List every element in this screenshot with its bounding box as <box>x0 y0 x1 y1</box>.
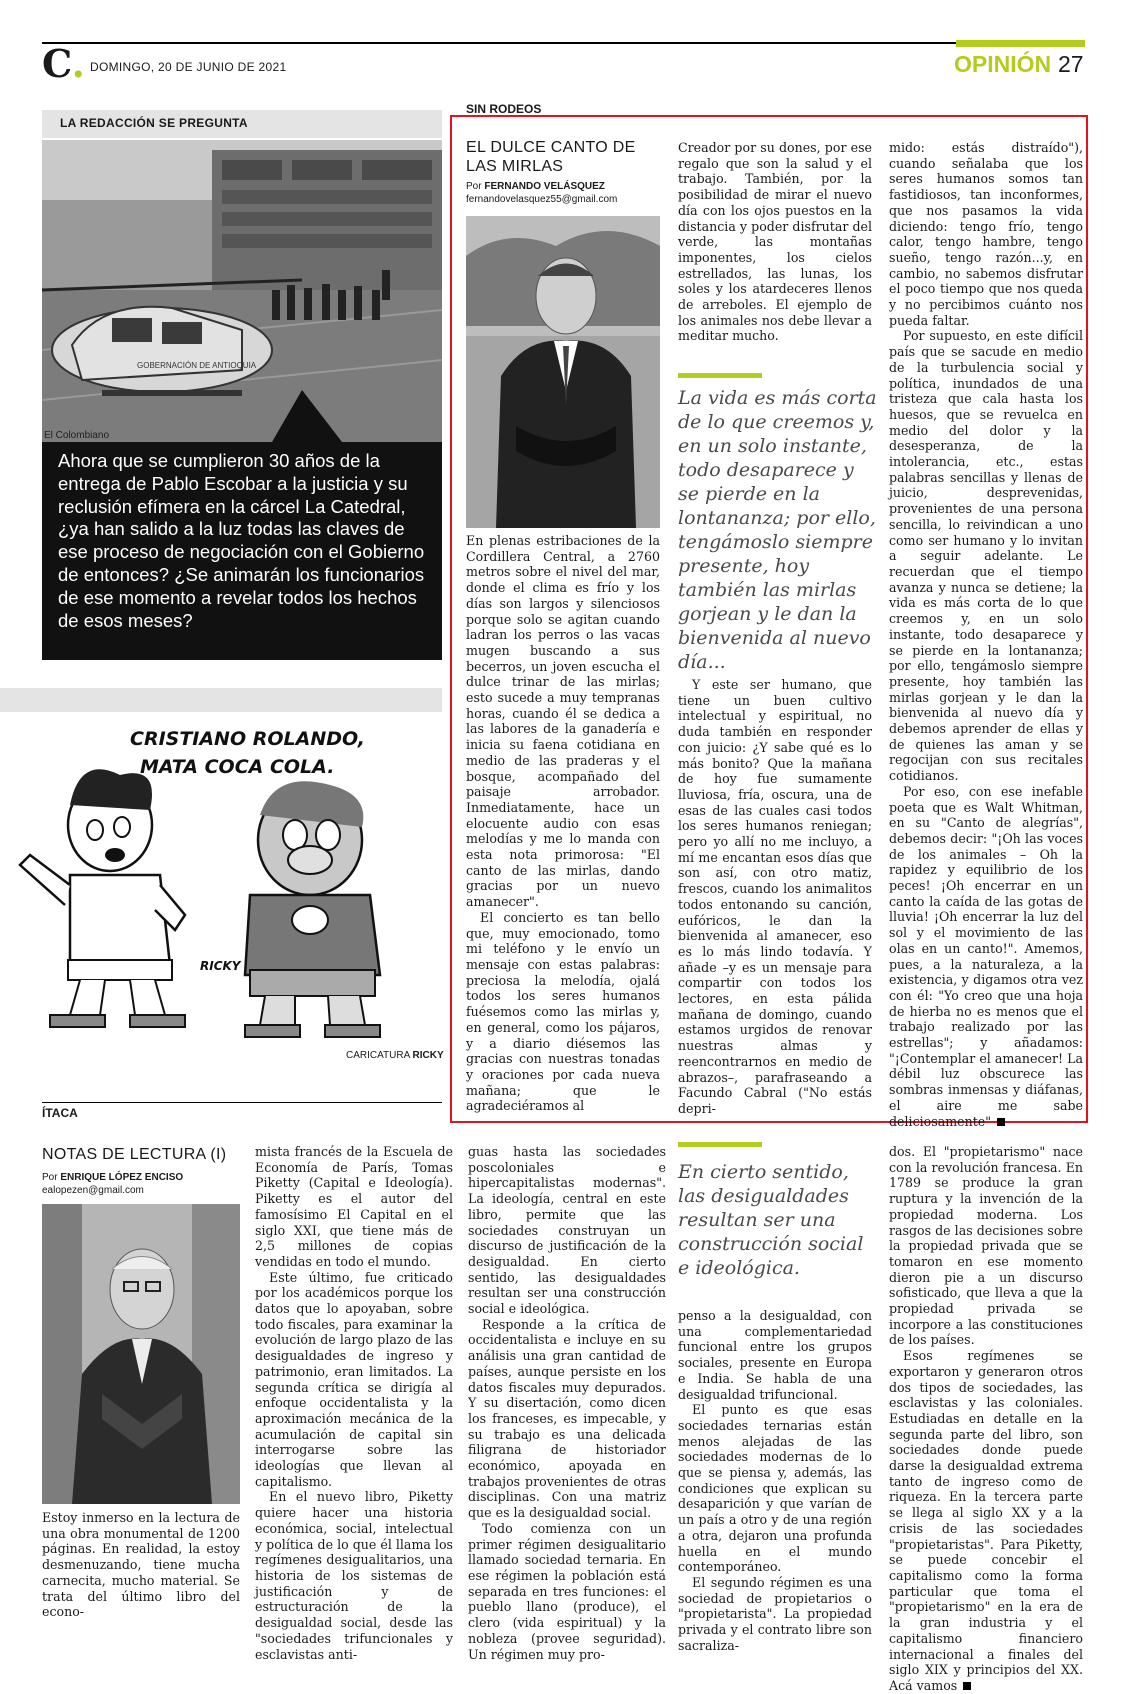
section-accent-bar <box>956 40 1085 47</box>
paragraph: Estoy inmerso en la lectura de una obra monumental de 1200 páginas. En realidad, la estoy desmenuzando, tiene mucha carnecita, mucho material. Se trata del último libro del econo- <box>42 1510 240 1620</box>
pull-quote-rule <box>678 373 762 378</box>
paragraph: Responde a la crítica de occidentalista e incluye en su análisis una gran cantidad de países, aunque persiste en los datos fiscales muy depurados. Y su disertación, como dicen los franceses, es impecable, y su trabajo es una delicada filigrana de historiador económico, apoyada en trabajos provenientes de otras disciplinas. Con una matriz que es la desigualdad social. <box>468 1316 666 1521</box>
paragraph: En plenas estribaciones de la Cordillera Central, a 2760 metros sobre el nivel del mar, donde el clima es frío y los días son largos y silenciosos porque solo se agitan cuando ladran los perros o las vacas mugen buscando a sus becerros, un joven escucha el dulce trinar de las mirlas; esto sucede a muy tempranas horas, cuando él se dedica a las labores de la ganadería e inicia su faena cotidiana en medio de las praderas y el bosque, acompañado del paisaje arrobador. Inmediatamente, hace un elocuente audio con esas melodías y me lo manda con esta nota primorosa: "El canto de las mirlas, dando gracias por un nuevo amanecer". <box>466 533 660 910</box>
paragraph: Esos regímenes se exportaron y generaron otros dos tipos de sociedades, las esclavistas y las coloniales. Estudiadas en detalle en la segunda parte del libro, son sociedades donde puede darse la desigualdad extrema tanto de ingreso como de riqueza. En la tercera parte se llega al siglo XX y a la crisis de las sociedades "propietaristas". Para Piketty, se puede concebir el capitalismo como la forma particular que toma el "propietarismo" en la era de la gran industria y el capitalismo financiero internacional a finales del siglo XIX y principios del XX. Acá vamos <box>889 1348 1083 1693</box>
cartoon-signature: RICKY <box>200 959 241 973</box>
header-date: DOMINGO, 20 DE JUNIO DE 2021 <box>90 60 287 74</box>
paragraph: El punto es que esas sociedades ternarias están menos alejadas de las sociedades modernas de lo que se piensa y, además, las condiciones que explican su desaparición y que varían de un país a otro y de una región a otra, dejaron una profunda huella en el mundo contemporáneo. <box>678 1402 872 1575</box>
pull-quote-rule <box>678 1142 762 1147</box>
sin-rodeos-label: SIN RODEOS <box>466 102 542 116</box>
paragraph: mido: estás distraído"), cuando señalaba que los seres humanos somos tan fastidiosos, tan inconformes, que nos pasamos la vida diciendo: tengo frío, tengo calor, tengo hambre, tengo sueño, tengo razón...y, en cambio, no sabemos disfrutar el poco tiempo que nos queda y no percibimos cuánto nos pueda faltar. <box>889 140 1083 328</box>
header-rule <box>42 42 1085 44</box>
author-photo <box>42 1204 240 1504</box>
itaca-label: ÍTACA <box>42 1106 78 1120</box>
paragraph: El concierto es tan bello que, muy emocionado, tomo mi teléfono y le envío un mensaje con estas palabras: preciosa la melodía, ojalá todos los seres humanos fuésemos como las mirlas y, en general, como los pájaros, y a diario diésemos las gracias con nuestras tonadas y oraciones por cada nueva mañana; que le agradeciéramos al <box>466 909 660 1114</box>
pull-quote: En cierto sentido, las desigualdades resultan ser una construcción social e ideológica. <box>678 1161 864 1279</box>
paragraph: Y este ser humano, que tiene un buen cultivo intelectual y espiritual, no duda también en responder con juicio: ¿Y sabe qué es lo más bonito? Que la mañana de hoy fue sumamente lluviosa, fría, oscura, una de esas de las cuales casi todos los seres humanos reniegan; pero yo allí no me incluyo, a mí me encantan esos días que son así, con otro matiz, frescos, cuando los animalitos todos entonando su canción, eufóricos, le dan la bienvenida al amanecer, eso es lo más lindo todavía. Y añade –y es un mensaje para compartir con todos los lectores, en esta pálida mañana de domingo, cuando estamos urgidos de renovar nuestras almas y reencontrarnos en medio de abrazos–, parafraseando a Facundo Cabral ("No estás depri- <box>678 677 872 1116</box>
author-email: fernandovelasquez55@gmail.com <box>466 194 618 205</box>
article-column-5 <box>889 1144 1083 1694</box>
section-label: OPINIÓN <box>954 51 1052 77</box>
author-photo <box>466 216 660 528</box>
article-column-1 <box>42 1510 240 1620</box>
article-column-4 <box>678 1308 872 1653</box>
article-column-2 <box>678 140 872 344</box>
cartoon-credit: CARICATURA RICKY <box>346 1050 444 1061</box>
article-column-3 <box>468 1144 666 1662</box>
cartoon-caption-line2: MATA COCA COLA. <box>140 756 335 778</box>
helicopter-label: GOBERNACIÓN DE ANTIOQUIA <box>137 361 257 370</box>
gray-band <box>0 688 442 712</box>
paragraph: Todo comienza con un primer régimen desigualitario llamado sociedad ternaria. En ese régimen la población está separada en tres funciones: el pueblo llano (produce), el clero (vida espiritual) y la nobleza (provee seguridad). Un régimen muy pro- <box>468 1520 666 1662</box>
page-number: 27 <box>1058 51 1084 77</box>
paragraph: penso a la desigualdad, con una complementariedad funcional entre los grupos sociales, presente en Europa e India. Se habla de una desigualdad trifuncional. <box>678 1308 872 1402</box>
photo-credit: El Colombiano <box>44 430 110 441</box>
paragraph: Por eso, con ese inefable poeta que es Walt Whitman, en su "Canto de alegrías", debemos decir: "¡Oh las voces de los animales – Oh la rapidez y equilibrio de los peces! ¡Oh encerrar en un canto la caída de las gotas de lluvia! ¡Oh encerrar la luz del sol y el movimiento de las olas en un canto!". Amemos, pues, a la naturaleza, a la existencia, y digamos otra vez con él: "Yo creo que una hoja de hierba no es menos que el trabajo realizado por las estrellas"; y añadamos: "¡Contemplar el amanecer! La débil luz obscurece las sombras inmensas y diáfanas, el aire me sabe deliciosamente" <box>889 783 1083 1129</box>
article-byline: Por ENRIQUE LÓPEZ ENCISO <box>42 1172 184 1183</box>
paragraph: Creador por su dones, por ese regalo que son la salud y el trabajo. También, por la posibilidad de mirar el nuevo día con los ojos puestos en la distancia y poder disfrutar del verde, las montañas imponentes, los cielos estrellados, las lunas, los soles y los atardeceres llenos de arreboles. El ejemplo de los animales nos debe llevar a meditar mucho. <box>678 140 872 344</box>
cartoon-caption-line1: CRISTIANO ROLANDO, <box>130 728 365 750</box>
paragraph: guas hasta las sociedades poscoloniales e hipercapitalistas modernas". La ideología, central en este libro, permite que las sociedades construyan un discurso de justificación de la desigualdad. En cierto sentido, las desigualdades resultan ser una construcción social e ideológica. <box>468 1144 666 1317</box>
itaca-rule <box>42 1102 442 1103</box>
paragraph: Este último, fue criticado por los académicos porque los datos que lo apoyaban, sobre todo fiscales, para examinar la evolución de largo plazo de las desigualdades de ingreso y patrimonio, eran limitados. La segunda crítica se dirigía al enfoque occidentalista y la aproximación mecánica de la acumulación de capital sin interrogarse sobre las ideologías que llevan al capitalismo. <box>255 1269 453 1489</box>
end-mark <box>963 1682 971 1690</box>
newspaper-logo: C. <box>42 41 85 86</box>
article-title: NOTAS DE LECTURA (I) <box>42 1146 227 1163</box>
end-mark <box>997 1118 1005 1126</box>
paragraph: dos. El "propietarismo" nace con la revolución francesa. En 1789 se produce la gran ruptura y la invención de la propiedad moderna. Los rasgos de las decisiones sobre la propiedad privada que se tomaron en ese momento dieron pie a un discurso sofisticado, que lleva a que la propiedad privada se incorpore a las constituciones de los países. <box>889 1144 1083 1348</box>
paragraph: En el nuevo libro, Piketty quiere hacer una historia económica, social, intelectual y política de lo que él llama los regímenes desigualitarios, una historia de los sistemas de justificación y de estructuración de la desigualdad social, desde las "sociedades trifuncionales y esclavistas anti- <box>255 1489 453 1662</box>
paragraph: El segundo régimen es una sociedad de propietarios o "propietarista". La propiedad privada y el contrato libre son sacraliza- <box>678 1574 872 1653</box>
paragraph: Por supuesto, en este difícil país que se sacude en medio de la turbulencia social y política, inundados de una tristeza que cala hasta los huesos, que se revuelca en medio del dolor y la desesperanza, de la intolerancia, etc., estas palabras sencillas y llenas de juicio, desprevenidas, provenientes de una persona sencilla, lo reivindican a uno como ser humano y lo invitan a seguir adelante. Le recuerdan que el tiempo avanza y nunca se detiene; la vida es más corta de lo que creemos y, en un solo instante, todo desaparece y se pierde en la lontananza; por ello, tengámoslo siempre presente, hoy también las mirlas gorjean y le dan la bienvenida al nuevo día y debemos aprender de ellas y de quienes las aman y se regocijan con sus recitales cotidianos. <box>889 328 1083 784</box>
article-column-2 <box>255 1144 453 1662</box>
redaccion-label: LA REDACCIÓN SE PREGUNTA <box>60 116 248 130</box>
helicopter-photo <box>42 140 442 442</box>
redaccion-question: Ahora que se cumplieron 30 años de la entrega de Pablo Escobar a la justicia y su reclusión efímera en la cárcel La Catedral, ¿ya han salido a la luz todas las claves de ese proceso de negociación con el Gobierno de entonces? ¿Se animarán los funcionarios de ese momento a revelar todos los hechos de esos meses? <box>42 442 442 660</box>
pull-quote: La vida es más corta de lo que creemos y, en un solo instante, todo desaparece y se pierde en la lontananza; por ello, tengámoslo siempre presente, hoy también las mirlas gorjean y le dan la bienvenida al nuevo día... <box>678 387 877 673</box>
article-column-3 <box>889 140 1083 1129</box>
cartoon <box>10 715 440 1060</box>
author-email: ealopezen@gmail.com <box>42 1185 144 1196</box>
article-title: EL DULCE CANTO DE LAS MIRLAS <box>466 139 636 175</box>
article-column-1 <box>466 533 660 1114</box>
article-column-2-continued <box>678 677 872 1117</box>
paragraph: mista francés de la Escuela de Economía de París, Tomas Piketty (Capital e Ideología). Piketty es el autor del famosísimo El Capital en el siglo XXI, que tiene más de 2,5 millones de copias vendidas en todo el mundo. <box>255 1144 453 1269</box>
article-byline: Por FERNANDO VELÁSQUEZ <box>466 181 605 192</box>
